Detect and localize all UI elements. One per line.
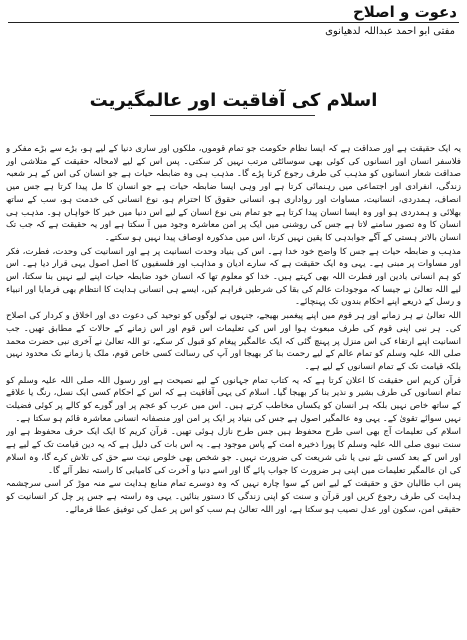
article-paragraph: مذہب و ضابطہ حیات ہے جس کا واضح خود خدا ہے۔ اس کی بنیاد وحدت انسانیت پر ہے اور انسانیت کی وحدت، فطرت، فکر اور مساوات پر مبنی ہے۔ یہی وہ ایک حقیقت ہے کہ سارے ادیان و مذاہب اور فلسفیوں کا اصل اصول یہی قرار دیا ہے۔ اس کو ہم انسانی بادین اور فطرت اللہ بھی کہتے ہیں۔ خدا کو معلوم تھا کہ انسان خود ضابطہ حیات اپنے لیے نہیں بنا سکتا، اس لیے اللہ تعالیٰ نے جیسا کہ موجودات عالم کی بقا کی شرطیں فراہم کیں، ایسے ہی انسانی ہدایت کا انتظام بھی فرمایا اور انبیاء و رسل کے ذریعے اپنے احکام بندوں تک پہنچائے۔ — [6, 246, 461, 308]
header-divider — [8, 22, 459, 23]
section-title: دعوت و اصلاح — [352, 3, 457, 21]
article-paragraph: قرآن کریم اس حقیقت کا اعلان کرتا ہے کہ یہ کتاب تمام جہانوں کے لیے نصیحت ہے اور رسول اللہ صلی اللہ علیہ وسلم کو تمام انسانوں کی طرف بشیر و نذیر بنا کر بھیجا گیا۔ اسلام کی یہی آفاقیت ہے کہ اس کے احکام کسی ایک نسل، رنگ یا علاقے کے ساتھ خاص نہیں بلکہ ہر انسان کو یکساں مخاطب کرتے ہیں۔ اس میں عرب کو عجم پر اور گورے کو کالے پر کوئی فضیلت نہیں سوائے تقویٰ کے۔ یہی وہ عالمگیر اصول ہے جس کی بنیاد پر ایک پر امن اور منصفانہ انسانی معاشرہ قائم ہو سکتا ہے۔ — [6, 375, 461, 424]
article-body — [6, 143, 461, 636]
title-underline — [150, 115, 315, 116]
article-paragraph: اللہ تعالیٰ نے ہر زمانے اور ہر قوم میں اپنے پیغمبر بھیجے، جنہوں نے لوگوں کو توحید کی دعوت دی اور اخلاق و کردار کی اصلاح کی۔ ہر نبی اپنی قوم کی طرف مبعوث ہوا اور اس کی تعلیمات اس قوم اور اس زمانے کے حالات کے مطابق تھیں۔ جب انسانیت اپنے ارتقاء کی اس منزل پر پہنچ گئی کہ ایک عالمگیر پیغام کو قبول کر سکے، تو اللہ تعالیٰ نے آخری نبی حضرت محمد صلی اللہ علیہ وسلم کو تمام عالم کے لیے رحمت بنا کر بھیجا اور آپ کی رسالت کسی خاص قوم، ملک یا زمانے تک محدود نہیں بلکہ قیامت تک کے تمام انسانوں کے لیے ہے۔ — [6, 311, 461, 372]
article-title: اسلام کی آفاقیت اور عالمگیریت — [89, 90, 378, 111]
article-paragraph: اسلام کی تعلیمات آج بھی اسی طرح محفوظ ہیں جس طرح نازل ہوئی تھیں۔ قرآن کریم کا ایک ایک حرف محفوظ ہے اور سنت نبوی صلی اللہ علیہ وسلم کا پورا ذخیرہ امت کے پاس موجود ہے۔ یہ اس بات کی دلیل ہے کہ یہ دین قیامت تک کے لیے ہے اور اس کے بعد کسی نئے نبی یا نئی شریعت کی ضرورت نہیں۔ جو شخص بھی خلوص نیت سے حق کی تلاش کرے گا، وہ اسلام کی ان عالمگیر تعلیمات میں اپنی ہر ضرورت کا جواب پائے گا اور اسے دنیا و آخرت کی کامیابی کا راستہ نظر آئے گا۔ — [6, 427, 461, 476]
author-name: مفتی ابو احمد عبداللہ لدھیانوی — [325, 26, 455, 37]
article-paragraph: پس اب طالبان حق و حقیقت کے لیے اس کے سوا چارہ نہیں کہ وہ دوسرے تمام منابع ہدایت سے منہ موڑ کر اسی سرچشمہ ہدایت کی طرف رجوع کریں اور قرآن و سنت کو اپنی زندگی کا دستور بنائیں۔ یہی وہ راستہ ہے جس پر چل کر انسانیت کو حقیقی امن، سکون اور عدل نصیب ہو سکتا ہے، اور اللہ تعالیٰ ہم سب کو اس پر عمل کی توفیق عطا فرمائے۔ — [6, 479, 461, 515]
article-paragraph: یہ ایک حقیقت ہے اور صداقت ہے کہ ایسا نظام حکومت جو تمام قوموں، ملکوں اور ساری دنیا کے لیے ہو، بڑے سے بڑے مفکر و فلاسفر انسان اور انسانوں کی کوئی بھی سوسائٹی مرتب نہیں کر سکتی۔ پس اس کے لیے لامحالہ حقیقت کے متلاشی اور صداقت شعار انسانوں کو مذہب کی طرف رجوع کرنا پڑے گا۔ مذہب ہی وہ ضابطہ حیات ہے جو انسان کی اس کے ہر شعبہ زندگی، انفرادی اور اجتماعی میں رہنمائی کرتا ہے اور وہی ایسا ضابطہ حیات ہے جو انسان کا مل پیدا کرتا ہے جس میں انصاف، ہمدردی، انسانیت، مساوات اور رواداری ہو، انسانی حقوق کا احترام ہو، نوع انسانی کی خدمت ہو، سب کے ساتھ بھلائی و ہمدردی ہو اور وہ ایسا انسان پیدا کرتا ہے جو تمام بنی نوع انسان کے لیے اس دنیا میں خیر کا خواہاں ہو۔ مذہب ہی انسان کا وہ تصور سامنے لاتا ہے جس کی روشنی میں ایک پر امن معاشرہ وجود میں آ سکتا ہے اور یہ حقیقت ہے کہ جب تک انسان بالاتر ہستی کے آگے جوابدہی کا یقین نہیں کرتا، اس میں مذکورہ اوصاف پیدا نہیں ہو سکتے۔ — [6, 144, 461, 243]
